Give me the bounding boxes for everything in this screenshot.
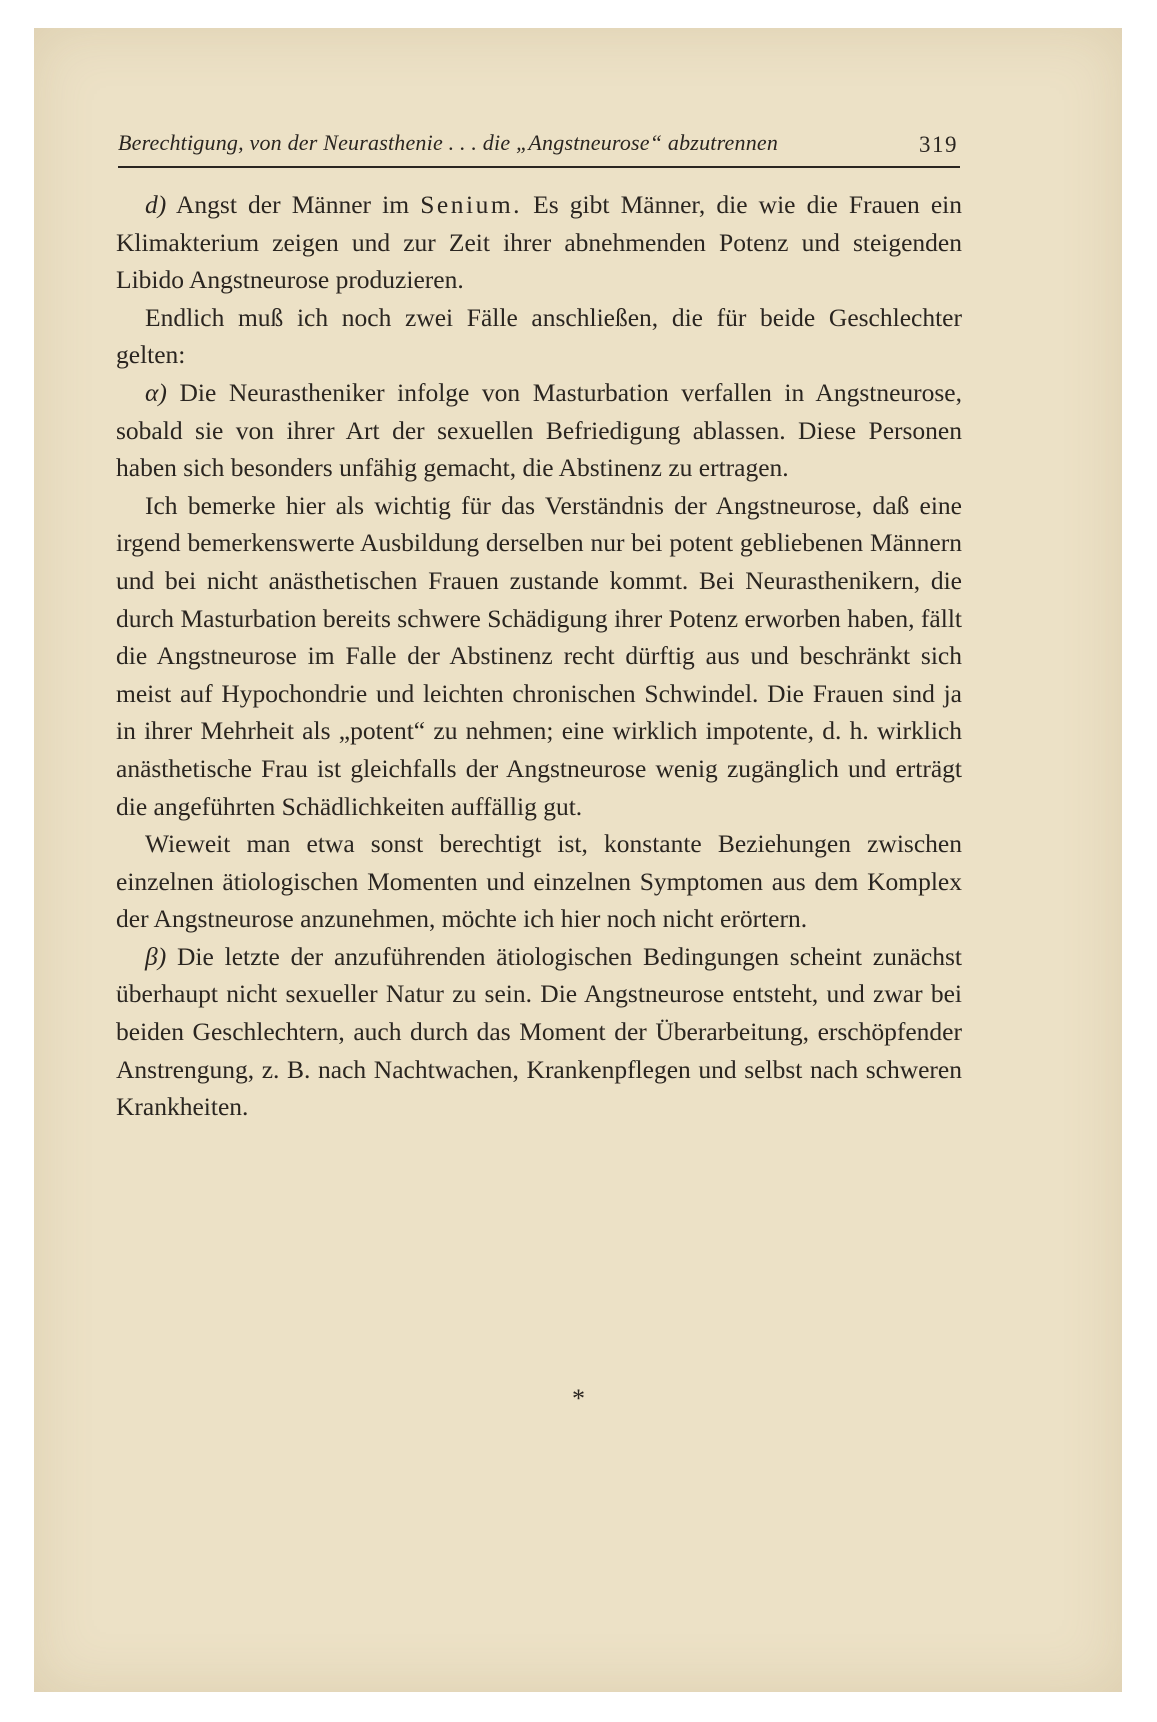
- paragraph-marker: d): [145, 190, 167, 219]
- paragraph-marker: α): [145, 377, 167, 407]
- paragraph-text: Es gibt Männer, die wie die Frauen ein Klimakterium zeigen und zur Zeit ihrer abnehmenden Potenz und steigenden Libido Angstneurose produzieren.: [116, 190, 963, 295]
- page-number: 319: [919, 132, 958, 157]
- paragraph-alpha: [116, 374, 962, 487]
- spaced-term: Senium.: [420, 190, 523, 219]
- paragraph-beta: [116, 938, 962, 1126]
- section-end-asterisk: *: [572, 1384, 585, 1413]
- page-header: [118, 128, 960, 168]
- paragraph-text: Ich bemerke hier als wichtig für das Verständnis der Angstneurose, daß eine irgend bemerkenswerte Ausbildung derselben nur bei potent gebliebenen Männern und bei nicht anästhetischen Frauen zustande kommt. Bei Neurasthenikern, die durch Masturbation bereits schwere Schädigung ihrer Potenz erworben haben, fällt die Angstneurose im Falle der Abstinenz recht dürftig aus und beschränkt sich meist auf Hypochondrie und leichten chronischen Schwindel. Die Frauen sind ja in ihrer Mehrheit als „potent“ zu nehmen; eine wirklich impotente, d. h. wirklich anästhetische Frau ist gleichfalls der Angstneurose wenig zugänglich und erträgt die angeführten Schädlichkeiten auffällig gut.: [116, 490, 962, 821]
- paragraph-text: Die letzte der anzuführenden ätiologischen Bedingungen scheint zunächst überhaupt nicht sexueller Natur zu sein. Die Angstneurose entsteht, und zwar bei beiden Geschlechtern, auch durch das Moment der Überarbeitung, erschöpfender Anstrengung, z. B. nach Nachtwachen, Krankenpflegen und selbst nach schweren Krankheiten.: [116, 941, 963, 1122]
- body-text: [116, 186, 962, 1126]
- paragraph-etiology: [116, 825, 962, 938]
- paragraph-text: Die Neurastheniker infolge von Masturbation verfallen in Angstneurose, sobald sie von ihrer Art der sexuellen Befriedigung ablassen. Diese Personen haben sich besonders unfähig gemacht, die Abstinenz zu ertragen.: [116, 377, 962, 483]
- paragraph-senium: [116, 186, 962, 299]
- paragraph-both-sexes: [116, 299, 962, 374]
- paragraph-text: Endlich muß ich noch zwei Fälle anschließen, die für beide Geschlechter gelten:: [116, 302, 962, 370]
- paragraph-lead: Angst der Männer im: [175, 190, 410, 219]
- running-head: Berechtigung, von der Neurasthenie . . . die „Angstneurose“ abzutrennen: [118, 130, 779, 155]
- paragraph-text: Wieweit man etwa sonst berechtigt ist, konstante Beziehungen zwischen einzelnen ätiologischen Momenten und einzelnen Symptomen aus dem Komplex der Angstneurose anzunehmen, möchte ich hier noch nicht erörtern.: [116, 829, 962, 934]
- paragraph-potency: [116, 487, 962, 825]
- paragraph-marker: β): [145, 941, 167, 971]
